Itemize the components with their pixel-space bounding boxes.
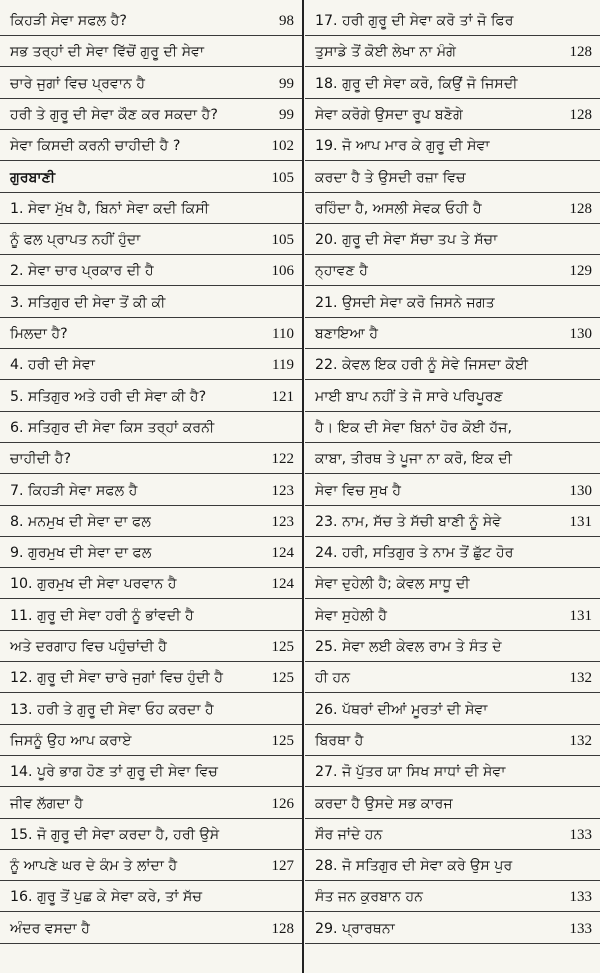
toc-entry-text: 15. ਜੋ ਗੁਰੂ ਦੀ ਸੇਵਾ ਕਰਦਾ ਹੈ, ਹਰੀ ਉਸੇ [10, 826, 220, 843]
page-number: 128 [569, 44, 592, 61]
toc-entry-text: 17. ਹਰੀ ਗੁਰੂ ਦੀ ਸੇਵਾ ਕਰੋ ਤਾਂ ਜੋ ਫਿਰ [315, 13, 514, 29]
toc-entry-text: 24. ਹਰੀ, ਸਤਿਗੁਰ ਤੇ ਨਾਮ ਤੋਂ ਛੁੱਟ ਹੋਰ [315, 545, 514, 562]
toc-line [0, 254, 302, 286]
toc-entry-text: 13. ਹਰੀ ਤੇ ਗੁਰੂ ਦੀ ਸੇਵਾ ਓਹ ਕਰਦਾ ਹੈ [10, 701, 214, 718]
toc-line [0, 35, 302, 67]
toc-entry-text: ਰਹਿੰਦਾ ਹੈ, ਅਸਲੀ ਸੇਵਕ ਓਹੀ ਹੈ [315, 200, 482, 217]
toc-line [0, 67, 302, 99]
page-number: 102 [271, 138, 294, 155]
toc-entry-text: ਬਿਰਥਾ ਹੈ [315, 732, 364, 749]
page-number: 98 [279, 13, 294, 29]
toc-line [305, 536, 600, 568]
toc-line [305, 411, 600, 443]
toc-entry-text: ਹੈ। ਇਕ ਦੀ ਸੇਵਾ ਬਿਨਾਂ ਹੋਰ ਕੋਈ ਹੱਜ, [315, 419, 513, 436]
toc-line [305, 4, 600, 36]
toc-line [0, 192, 302, 224]
page-number: 125 [271, 639, 294, 655]
toc-entry-text: 11. ਗੁਰੂ ਦੀ ਸੇਵਾ ਹਰੀ ਨੂੰ ਭਾਂਵਦੀ ਹੈ [10, 607, 194, 624]
toc-entry-text: 18. ਗੁਰੂ ਦੀ ਸੇਵਾ ਕਰੋ, ਕਿਉਂ ਜੋ ਜਿਸਦੀ [315, 75, 518, 92]
toc-entry-text: ਨੂੰ ਫਲ ਪ੍ਰਾਪਤ ਨਹੀਂ ਹੁੰਦਾ [10, 232, 141, 249]
toc-line [305, 380, 600, 412]
toc-entry-text: 26. ਪੱਥਰਾਂ ਦੀਆਂ ਮੂਰਤਾਂ ਦੀ ਸੇਵਾ [315, 701, 488, 718]
page-number: 122 [271, 451, 294, 468]
page-number: 121 [271, 388, 294, 405]
toc-line [0, 567, 302, 599]
toc-entry-text: 28. ਜੋ ਸਤਿਗੁਰ ਦੀ ਸੇਵਾ ਕਰੇ ਉਸ ਪੁਰ [315, 858, 513, 875]
toc-line [0, 536, 302, 568]
toc-entry-text: 25. ਸੇਵਾ ਲਈ ਕੇਵਲ ਰਾਮ ਤੇ ਸੰਤ ਦੇ [315, 639, 502, 655]
toc-entry-text: ਨ੍ਹਾਵਣ ਹੈ [315, 263, 368, 280]
page-number: 105 [271, 169, 294, 186]
toc-line [305, 505, 600, 537]
page-number: 128 [569, 106, 592, 123]
page-number: 131 [569, 607, 592, 624]
toc-entry-text: ਚਾਰੇ ਜੁਗਾਂ ਵਿਚ ਪ੍ਰਵਾਨ ਹੈ [10, 75, 146, 92]
toc-line [0, 317, 302, 349]
toc-entry-text: ਚਾਹੀਦੀ ਹੈ? [10, 451, 72, 468]
toc-entry-text: ਮਿਲਦਾ ਹੈ? [10, 326, 68, 342]
page-number: 127 [271, 858, 294, 875]
page-number: 128 [569, 200, 592, 217]
toc-line [305, 192, 600, 224]
toc-entry-text: 14. ਪੂਰੇ ਭਾਗ ਹੋਣ ਤਾਂ ਗੁਰੂ ਦੀ ਸੇਵਾ ਵਿਚ [10, 764, 218, 781]
toc-line [305, 223, 600, 255]
toc-entry-text: ਮਾਈ ਬਾਪ ਨਹੀਂ ਤੇ ਜੋ ਸਾਰੇ ਪਰਿਪੂਰਣ [315, 388, 503, 405]
toc-line [0, 599, 302, 631]
column-divider [302, 0, 304, 973]
toc-line [305, 474, 600, 506]
toc-entry-text: 8. ਮਨਮੁਖ ਦੀ ਸੇਵਾ ਦਾ ਫਲ [10, 513, 151, 530]
toc-entry-text: ਗੁਰਬਾਣੀ [10, 169, 56, 186]
toc-entry-text: ਕਾਬਾ, ਤੀਰਥ ਤੇ ਪੂਜਾ ਨਾ ਕਰੋ, ਇਕ ਦੀ [315, 451, 512, 468]
toc-line [305, 254, 600, 286]
toc-line [305, 442, 600, 474]
toc-entry-text: ਸੌਰ ਜਾਂਦੇ ਹਨ [315, 826, 383, 843]
toc-line [305, 67, 600, 99]
toc-line [305, 661, 600, 693]
toc-line [0, 787, 302, 819]
toc-entry-text: 9. ਗੁਰਮੁਖ ਦੀ ਸੇਵਾ ਦਾ ਫਲ [10, 545, 152, 562]
toc-entry-text: 22. ਕੇਵਲ ਇਕ ਹਰੀ ਨੂੰ ਸੇਵੇ ਜਿਸਦਾ ਕੋਈ [315, 357, 529, 374]
toc-line [0, 630, 302, 662]
toc-entry-text: ਅਤੇ ਦਰਗਾਹ ਵਿਚ ਪਹੁੰਚਾਂਦੀ ਹੈ [10, 639, 167, 655]
toc-entry-text: ਸੇਵਾ ਕਿਸਦੀ ਕਰਨੀ ਚਾਹੀਦੀ ਹੈ ? [10, 138, 181, 155]
toc-entry-text: ਕਰਦਾ ਹੈ ਤੇ ਉਸਦੀ ਰਜ਼ਾ ਵਿਚ [315, 169, 466, 186]
toc-line [305, 880, 600, 912]
toc-line [0, 505, 302, 537]
toc-entry-text: ਸੇਵਾ ਸੁਹੇਲੀ ਹੈ [315, 607, 388, 624]
toc-line [305, 98, 600, 130]
toc-entry-text: ਜਿਸਨੂੰ ਉਹ ਆਪ ਕਰਾਏ [10, 732, 132, 749]
toc-entry-text: ਸੰਤ ਜਨ ਕੁਰਬਾਨ ਹਨ [315, 889, 424, 906]
toc-entry-text: ਹਰੀ ਤੇ ਗੁਰੂ ਦੀ ਸੇਵਾ ਕੌਣ ਕਰ ਸਕਦਾ ਹੈ? [10, 106, 218, 123]
toc-line [0, 4, 302, 36]
toc-entry-text: ਸੇਵਾ ਵਿਚ ਸੁਖ ਹੈ [315, 482, 402, 499]
page-number: 99 [279, 75, 294, 92]
page-number: 123 [271, 513, 294, 530]
page-number: 128 [271, 920, 294, 937]
toc-line [0, 693, 302, 725]
page-number: 133 [569, 826, 592, 843]
toc-line [305, 161, 600, 193]
page-number: 133 [569, 920, 592, 937]
toc-line [0, 98, 302, 130]
page-number: 130 [569, 326, 592, 342]
page-number: 129 [569, 263, 592, 280]
page-number: 124 [271, 545, 294, 562]
toc-entry-text: ਹੀ ਹਨ [315, 670, 351, 687]
toc-entry-text: ਕਰਦਾ ਹੈ ਉਸਦੇ ਸਭ ਕਾਰਜ [315, 795, 453, 812]
toc-line [0, 223, 302, 255]
page-number: 106 [271, 263, 294, 280]
toc-line [305, 724, 600, 756]
page-number: 133 [569, 889, 592, 906]
toc-entry-text: 2. ਸੇਵਾ ਚਾਰ ਪ੍ਰਕਾਰ ਦੀ ਹੈ [10, 263, 154, 280]
toc-entry-text: ਸਭ ਤਰ੍ਹਾਂ ਦੀ ਸੇਵਾ ਵਿੱਚੋਂ ਗੁਰੂ ਦੀ ਸੇਵਾ [10, 44, 205, 61]
page-number: 125 [271, 732, 294, 749]
toc-entry-text: 16. ਗੁਰੂ ਤੋਂ ਪੁਛ ਕੇ ਸੇਵਾ ਕਰੇ, ਤਾਂ ਸੱਚ [10, 889, 203, 906]
toc-line [0, 755, 302, 787]
page-number: 131 [569, 513, 592, 530]
toc-entry-text: ਤੁਸਾਡੇ ਤੋਂ ਕੋਈ ਲੇਖਾ ਨਾ ਮੰਗੇ [315, 44, 457, 61]
page-number: 125 [271, 670, 294, 687]
toc-entry-text: 3. ਸਤਿਗੁਰ ਦੀ ਸੇਵਾ ਤੋਂ ਕੀ ਕੀ [10, 294, 166, 311]
toc-entry-text: ਸੇਵਾ ਦੁਹੇਲੀ ਹੈ; ਕੇਵਲ ਸਾਧੂ ਦੀ [315, 576, 470, 593]
toc-line [305, 567, 600, 599]
toc-entry-text: 4. ਹਰੀ ਦੀ ਸੇਵਾ [10, 357, 95, 374]
toc-line [0, 348, 302, 380]
toc-line [0, 129, 302, 161]
toc-entry-text: 20. ਗੁਰੂ ਦੀ ਸੇਵਾ ਸੱਚਾ ਤਪ ਤੇ ਸੱਚਾ [315, 232, 498, 249]
toc-entry-text: 12. ਗੁਰੂ ਦੀ ਸੇਵਾ ਚਾਰੇ ਜੁਗਾਂ ਵਿਚ ਹੁੰਦੀ ਹੈ [10, 670, 224, 687]
toc-line [305, 599, 600, 631]
toc-line [0, 880, 302, 912]
toc-entry-text: 23. ਨਾਮ, ਸੱਚ ਤੇ ਸੱਚੀ ਬਾਣੀ ਨੂੰ ਸੇਵੇ [315, 513, 502, 530]
page-number: 99 [279, 106, 294, 123]
toc-entry-text: 7. ਕਿਹੜੀ ਸੇਵਾ ਸਫਲ ਹੈ [10, 482, 138, 499]
page-number: 110 [272, 326, 294, 342]
page-number: 132 [569, 670, 592, 687]
toc-line [0, 818, 302, 850]
toc-entry-text: 5. ਸਤਿਗੁਰ ਅਤੇ ਹਰੀ ਦੀ ਸੇਵਾ ਕੀ ਹੈ? [10, 388, 207, 405]
toc-entry-text: ਜੀਵ ਲੱਗਦਾ ਹੈ [10, 795, 84, 812]
toc-entry-text: 21. ਉਸਦੀ ਸੇਵਾ ਕਰੋ ਜਿਸਨੇ ਜਗਤ [315, 294, 495, 311]
toc-line [305, 818, 600, 850]
toc-line [305, 317, 600, 349]
toc-line [305, 129, 600, 161]
toc-line [0, 661, 302, 693]
toc-entry-text: 10. ਗੁਰਮੁਖ ਦੀ ਸੇਵਾ ਪਰਵਾਨ ਹੈ [10, 576, 177, 593]
toc-line [0, 380, 302, 412]
page-number: 130 [569, 482, 592, 499]
section-heading [0, 161, 302, 193]
toc-line [0, 474, 302, 506]
toc-entry-text: 19. ਜੋ ਆਪ ਮਾਰ ਕੇ ਗੁਰੂ ਦੀ ਸੇਵਾ [315, 138, 490, 155]
toc-entry-text: ਕਿਹੜੀ ਸੇਵਾ ਸਫਲ ਹੈ? [10, 13, 127, 29]
toc-entry-text: 27. ਜੋ ਪੁੱਤਰ ਯਾ ਸਿਖ ਸਾਧਾਂ ਦੀ ਸੇਵਾ [315, 764, 506, 781]
toc-entry-text: ਨੂੰ ਆਪਣੇ ਘਰ ਦੇ ਕੰਮ ਤੇ ਲਾਂਦਾ ਹੈ [10, 858, 178, 875]
toc-line [0, 442, 302, 474]
toc-line [305, 35, 600, 67]
toc-entry-text: ਅੰਦਰ ਵਸਦਾ ਹੈ [10, 920, 90, 937]
page-number: 126 [271, 795, 294, 812]
toc-entry-text: 29. ਪ੍ਰਾਰਥਨਾ [315, 920, 395, 937]
toc-line [305, 693, 600, 725]
toc-line [0, 912, 302, 944]
toc-entry-text: 6. ਸਤਿਗੁਰ ਦੀ ਸੇਵਾ ਕਿਸ ਤਰ੍ਹਾਂ ਕਰਨੀ [10, 419, 215, 436]
toc-line [0, 724, 302, 756]
toc-line [305, 849, 600, 881]
toc-entry-text: ਸੇਵਾ ਕਰੋਗੇ ਉਸਦਾ ਰੂਪ ਬਣੋਗੇ [315, 106, 463, 123]
toc-line [305, 787, 600, 819]
page-number: 124 [271, 576, 294, 593]
page-number: 119 [272, 357, 294, 374]
page-number: 132 [569, 732, 592, 749]
toc-line [0, 411, 302, 443]
right-column [305, 0, 600, 973]
toc-line [305, 630, 600, 662]
toc-entry-text: ਬਣਾਇਆ ਹੈ [315, 326, 379, 342]
page-number: 123 [271, 482, 294, 499]
toc-line [305, 755, 600, 787]
toc-line [305, 286, 600, 318]
toc-line [0, 849, 302, 881]
toc-entry-text: 1. ਸੇਵਾ ਮੁੱਖ ਹੈ, ਬਿਨਾਂ ਸੇਵਾ ਕਦੀ ਕਿਸੀ [10, 200, 210, 217]
toc-line [0, 286, 302, 318]
page-number: 105 [271, 232, 294, 249]
toc-line [305, 348, 600, 380]
toc-line [305, 912, 600, 944]
